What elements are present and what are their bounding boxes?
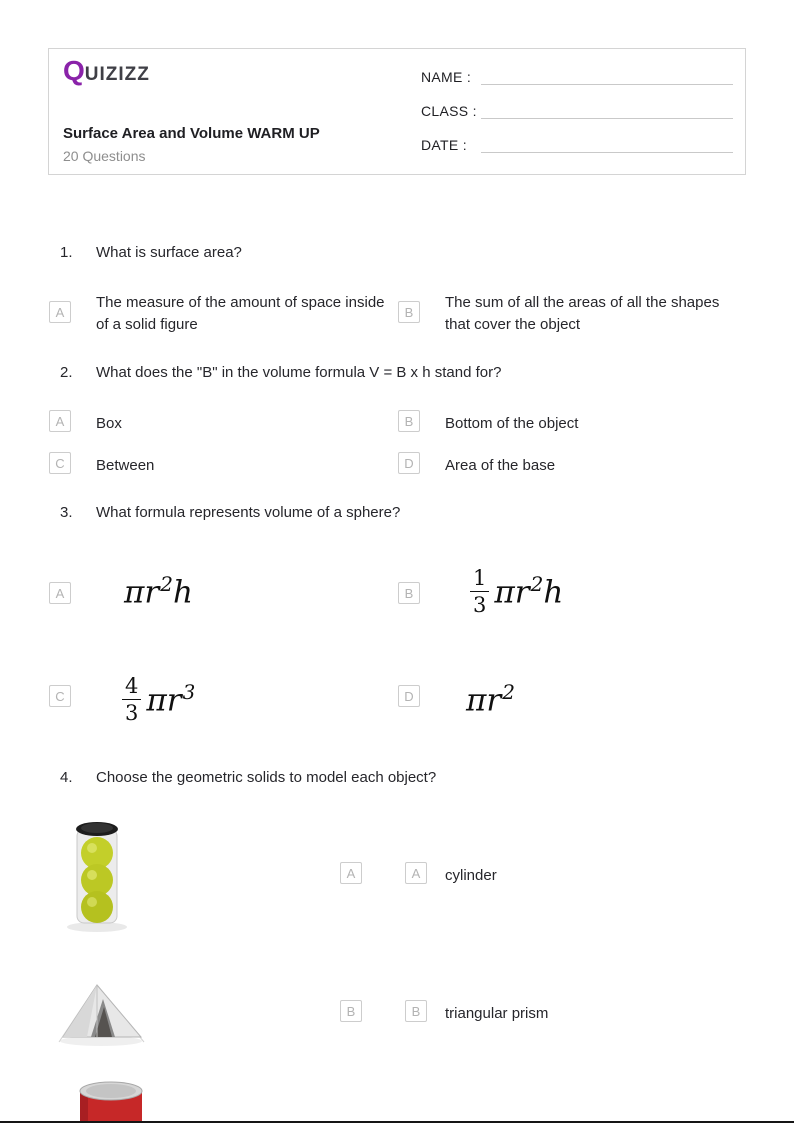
q3-option-d-box: D	[398, 685, 420, 707]
q4-row2-label: triangular prism	[445, 1005, 549, 1022]
q4-row2-left-box: B	[340, 1000, 362, 1022]
q3-option-b-box: B	[398, 582, 420, 604]
date-write-line	[481, 134, 733, 153]
q3-option-c-box: C	[49, 685, 71, 707]
question-4-text: Choose the geometric solids to model each object?	[96, 769, 437, 786]
q1-option-a-box: A	[49, 301, 71, 323]
formula-a-body: $\pi r^2h$	[124, 572, 193, 611]
quizizz-logo-q: Q	[63, 55, 85, 86]
q4-row1-label: cylinder	[445, 867, 497, 884]
quizizz-logo-text: UIZIZZ	[84, 64, 150, 85]
question-count: 20 Questions	[63, 148, 146, 164]
date-field-row	[421, 129, 733, 153]
tennis-ball-can-image	[57, 813, 137, 940]
question-3-text: What formula represents volume of a sphere?	[96, 504, 401, 521]
student-fields	[421, 61, 733, 163]
q2-option-d-text: Area of the base	[445, 457, 556, 474]
question-4-number: 4.	[60, 769, 73, 786]
formula-c-body: $\pi r^3$	[146, 680, 196, 719]
q2-option-c-text: Between	[96, 457, 155, 474]
tent-image	[56, 974, 146, 1053]
q2-option-d-box: D	[398, 452, 420, 474]
q1-option-b-box: B	[398, 301, 420, 323]
question-2-number: 2.	[60, 364, 73, 381]
formula-d-body: $\pi r^2$	[466, 680, 515, 719]
class-field-row	[421, 95, 733, 119]
name-label: NAME :	[421, 69, 472, 85]
q4-row1-left-box: A	[340, 862, 362, 884]
question-2-text: What does the "B" in the volume formula V = B x h stand for?	[96, 364, 502, 381]
q4-row1-right-box: A	[405, 862, 427, 884]
q3-formula-d	[466, 680, 515, 719]
q3-formula-c	[122, 674, 195, 725]
worksheet-header	[48, 48, 746, 175]
formula-b-fraction: $\frac{1}{3}$	[470, 566, 489, 617]
name-write-line	[481, 66, 733, 85]
question-1-text: What is surface area?	[96, 244, 242, 261]
name-field-row	[421, 61, 733, 85]
q2-option-b-text: Bottom of the object	[445, 415, 579, 432]
worksheet-title: Surface Area and Volume WARM UP	[63, 125, 320, 142]
q3-formula-a	[124, 572, 193, 611]
q2-option-a-box: A	[49, 410, 71, 432]
q1-option-b-text: The sum of all the areas of all the shapes that cover the object	[445, 294, 720, 333]
q4-row2-right-box: B	[405, 1000, 427, 1022]
quizizz-logo	[63, 55, 150, 87]
question-1-number: 1.	[60, 244, 73, 261]
q3-option-a-box: A	[49, 582, 71, 604]
class-label: CLASS :	[421, 103, 477, 119]
q3-formula-b	[470, 566, 563, 617]
q2-option-a-text: Box	[96, 415, 122, 432]
q2-option-b-box: B	[398, 410, 420, 432]
q1-option-a-text: The measure of the amount of space inside of a solid figure	[96, 294, 385, 333]
formula-b-body: $\pi r^2h$	[494, 572, 564, 611]
formula-c-fraction: $\frac{4}{3}$	[122, 674, 141, 725]
q2-option-c-box: C	[49, 452, 71, 474]
question-3-number: 3.	[60, 504, 73, 521]
class-write-line	[481, 100, 733, 119]
date-label: DATE :	[421, 137, 467, 153]
